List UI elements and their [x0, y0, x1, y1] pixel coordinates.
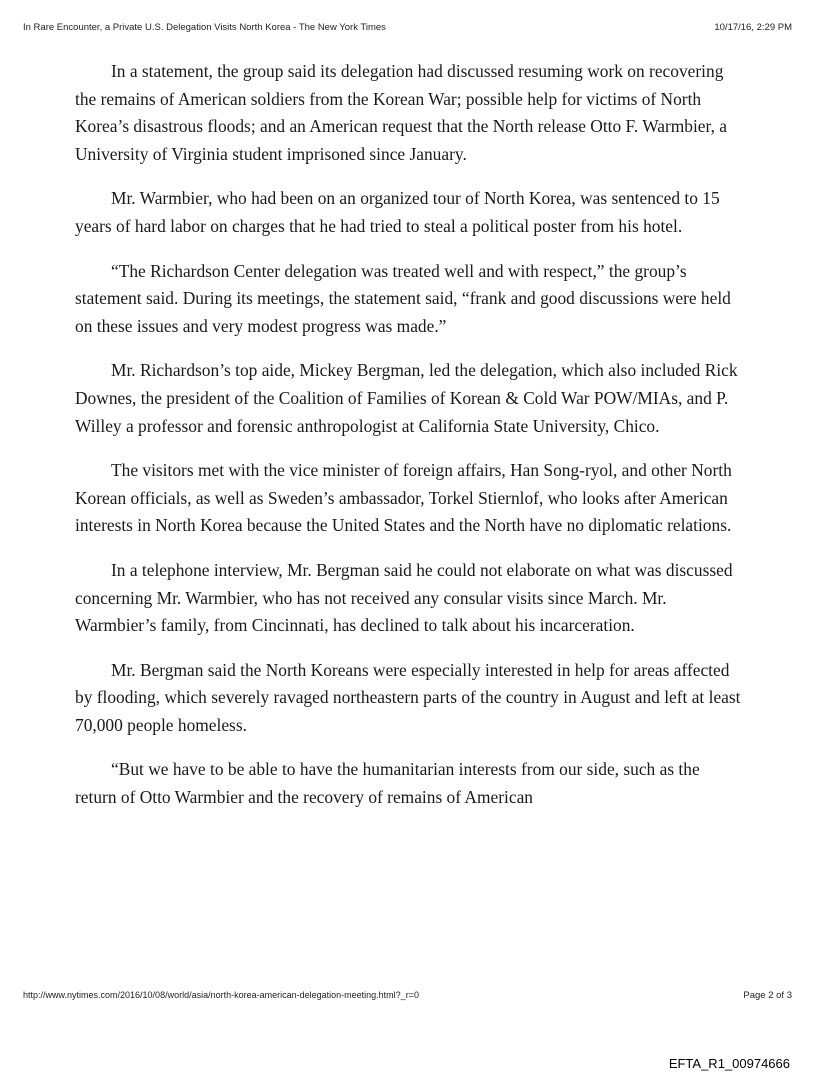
- article-paragraph: “But we have to be able to have the humanitarian interests from our side, such as the return of Otto Warmbier and the recovery of remains of American: [75, 759, 700, 808]
- article-paragraph: Mr. Richardson’s top aide, Mickey Bergman, led the delegation, which also included Rick Downes, the president of the Coalition of Families of Korean & Cold War POW/MIAs, and P. Willey a professor and forensic anthropologist at California State University, Chico.: [75, 360, 738, 436]
- article-paragraph: Mr. Bergman said the North Koreans were especially interested in help for areas affected by flooding, which severely ravaged northeastern parts of the country in August and left at least 70,000 people homeless.: [75, 659, 741, 735]
- article-paragraph: The visitors met with the vice minister of foreign affairs, Han Song-ryol, and other North Korean officials, as well as Sweden’s ambassador, Torkel Stiernlof, who looks after American interests in North Korea because the United States and the North have no diplomatic relations.: [75, 460, 732, 536]
- article-paragraph: Mr. Warmbier, who had been on an organized tour of North Korea, was sentenced to 15 years of hard labor on charges that he had tried to steal a political poster from his hotel.: [75, 188, 720, 236]
- article-body: [75, 58, 741, 829]
- print-footer-page-number: Page 2 of 3: [743, 990, 792, 1001]
- print-header-title: In Rare Encounter, a Private U.S. Delegation Visits North Korea - The New York Times: [23, 22, 386, 33]
- document-id-stamp: EFTA_R1_00974666: [668, 1056, 790, 1071]
- article-paragraph: In a statement, the group said its delegation had discussed resuming work on recovering the remains of American soldiers from the Korean War; possible help for victims of North Korea’s disastrous floods; and an American request that the North release Otto F. Warmbier, a University of Virginia student imprisoned since January.: [75, 61, 728, 164]
- print-header-datetime: 10/17/16, 2:29 PM: [714, 22, 792, 33]
- article-paragraph: In a telephone interview, Mr. Bergman said he could not elaborate on what was discussed concerning Mr. Warmbier, who has not received any consular visits since March. Mr. Warmbier’s family, from Cincinnati, has declined to talk about his incarceration.: [75, 559, 733, 636]
- print-footer-url: http://www.nytimes.com/2016/10/08/world/asia/north-korea-american-delegation-meeting.html?_r=0: [23, 990, 419, 1000]
- article-paragraph: “The Richardson Center delegation was treated well and with respect,” the group’s statement said. During its meetings, the statement said, “frank and good discussions were held on these issues and very modest progress was made.”: [75, 260, 731, 336]
